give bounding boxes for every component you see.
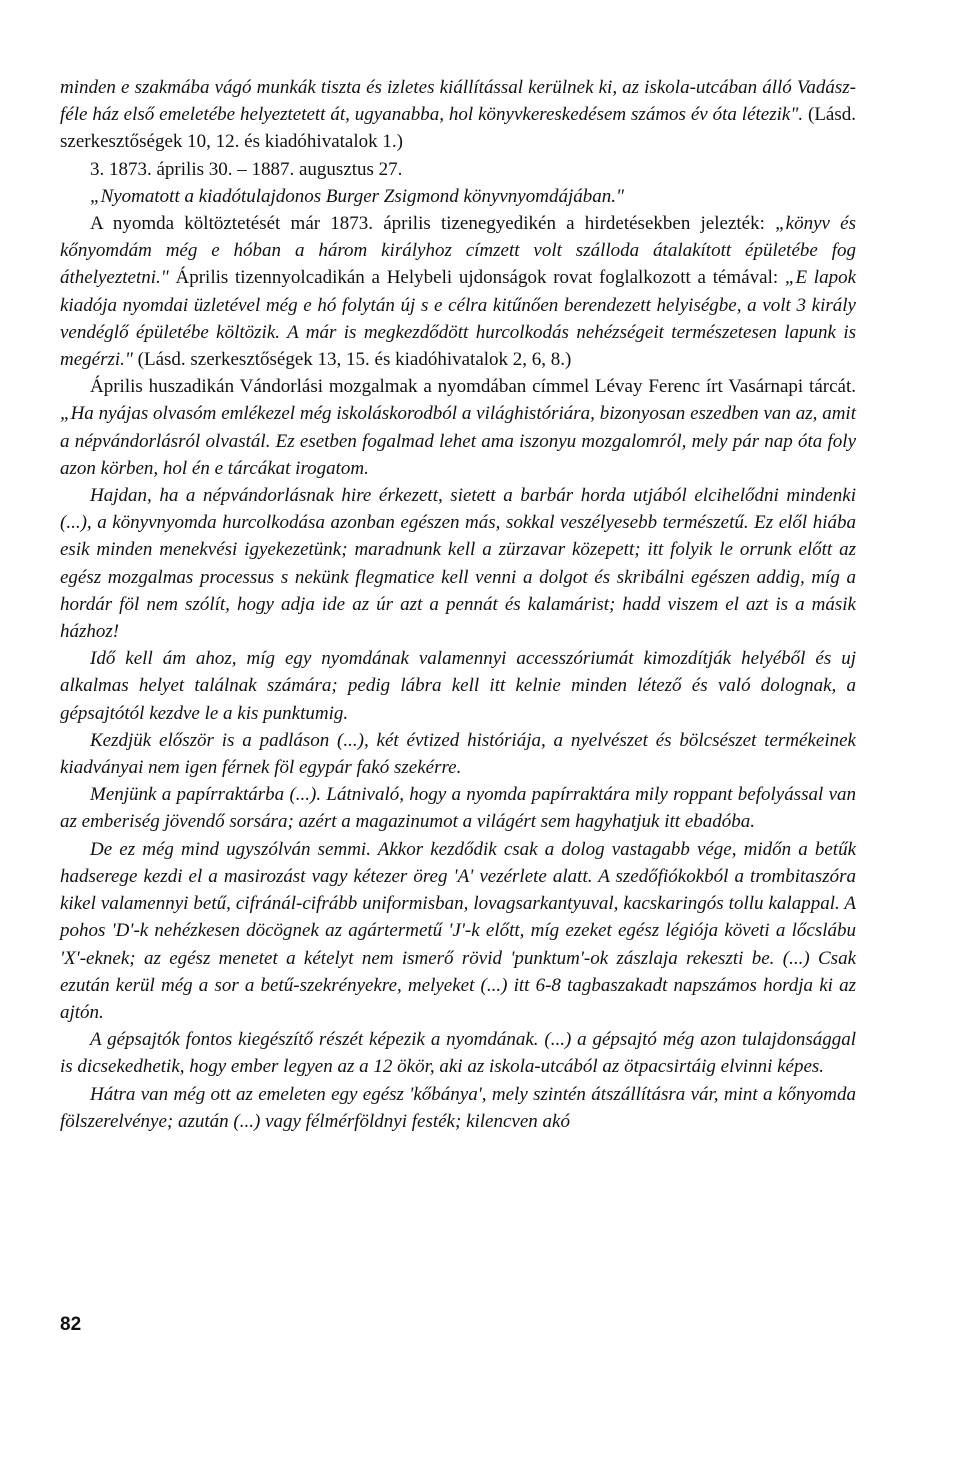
paragraph-9 bbox=[60, 1026, 856, 1080]
quote-text: „könyv és kőnyomdám még e hóban a három királyhoz címzett volt szálloda átalakított épületébe fog áthelyeztetni." bbox=[60, 213, 856, 289]
paragraph-2 bbox=[60, 210, 856, 373]
quote-text: A gépsajtók fontos kiegészítő részét képezik a nyomdának. (...) a gépsajtó még azon tulajdonsággal is dicsekedhetik, hogy ember legyen az a 12 ökör, aki az iskola-utcából az ötpacsirtáig elvinni képes. bbox=[60, 1029, 856, 1078]
section-heading bbox=[60, 156, 856, 183]
quote-text: Hátra van még ott az emeleten egy egész 'kőbánya', mely szintén átszállításra vár, mint a kőnyomda fölszerelvénye; azután (...) vagy félmérföldnyi festék; kilencven akó bbox=[60, 1083, 856, 1132]
quote-text: De ez még mind ugyszólván semmi. Akkor kezdődik csak a dolog vastagabb vége, midőn a betűk hadserege kezdi el a masirozást vagy kétezer öreg 'A' vezérlete alatt. A szedőfiókokból a trombitaszóra kikel valamennyi betű, cifránál-cifrább uniformisban, lovagsarkantyuval, kacskaringós tollu kalappal. A pohos 'D'-k nehézkesen döcögnek az agártermetű 'J'-k előtt, míg ezeket egész légiója követi a lőcslábu 'X'-eknek; az egész menetet a kételyt nem ismerő rövid 'punktum'-ok zászlaja rekeszti be. (...) Csak ezután kerül még a sor a betű-szekrényekre, melyeket (...) itt 6-8 tagbaszakadt napszámos hordja ki az ajtón. bbox=[60, 838, 856, 1023]
reference-text: (Lásd. szerkesztőségek 10, 12. és kiadóhivatalok 1.) bbox=[60, 104, 856, 153]
imprint-text: „Nyomatott a kiadótulajdonos Burger Zsigmond könyvnyomdájában." bbox=[90, 185, 624, 207]
quote-text: Hajdan, ha a népvándorlásnak hire érkezett, sietett a barbár horda utjából elcihelődni mindenki (...), a könyvnyomda hurcolkodása azonban egészen más, sokkal veszélyesebb természetű. Ez elől hiába esik minden menekvési igyekezetünk; maradnunk kell a zürzavar közepett; itt folyik le orrunk előtt az egész mozgalmas processus s nekünk flegmatice kell venni a dolgot és skribálni egészen addig, míg a hordár föl nem szólít, hogy adja ide az úr azt a pennát és kalamárist; hadd viszem el azt is a másik házhoz! bbox=[60, 485, 856, 643]
paragraph-7 bbox=[60, 781, 856, 835]
body-text: Április huszadikán Vándorlási mozgalmak a nyomdában címmel Lévay Ferenc írt Vasárnapi tárcát. bbox=[90, 376, 856, 398]
body-text: Április tizennyolcadikán a Helybeli ujdonságok rovat foglalkozott a témával: bbox=[168, 267, 785, 289]
paragraph-3 bbox=[60, 373, 856, 482]
paragraph-6 bbox=[60, 727, 856, 781]
paragraph-5 bbox=[60, 645, 856, 727]
quote-text: Idő kell ám ahoz, míg egy nyomdának valamennyi accesszóriumát kimozdítják helyéből és uj alkalmas helyet találnak számára; pedig lábra kell itt kelnie minden létező és való dolognak, a gépsajtótól kezdve le a kis punktumig. bbox=[60, 648, 856, 724]
paragraph-1 bbox=[60, 74, 856, 156]
imprint-line bbox=[60, 183, 856, 210]
section-date: 3. 1873. április 30. – 1887. augusztus 27. bbox=[90, 158, 403, 180]
paragraph-4 bbox=[60, 482, 856, 645]
paragraph-10 bbox=[60, 1081, 856, 1135]
paragraph-8 bbox=[60, 836, 856, 1026]
page-number: 82 bbox=[60, 1314, 82, 1335]
quote-text: „E lapok kiadója nyomdai üzletével még e hó folytán új s e célra kitűnően berendezett helyiségbe, a volt 3 király vendéglő épületébe költözik. A már is megkezdődött hurcolkodás nehézségeit természetesen lapunk is megérzi." bbox=[60, 267, 856, 371]
reference-text: (Lásd. szerkesztőségek 13, 15. és kiadóhivatalok 2, 6, 8.) bbox=[132, 349, 572, 371]
quote-text: Kezdjük először is a padláson (...), két évtized históriája, a nyelvészet és bölcsészet termékeinek kiadványai nem igen férnek föl egypár fakó szekérre. bbox=[60, 729, 856, 779]
quote-text: „Ha nyájas olvasóm emlékezel még iskoláskorodból a világhistóriára, bizonyosan eszedben van az, amit a népvándorlásról olvastál. Ez esetben fogalmad lehet ama iszonyu mozgalomról, mely pár nap óta foly azon körben, hol én e tárcákat irogatom. bbox=[60, 403, 856, 479]
document-body bbox=[60, 74, 856, 1135]
quote-text: Menjünk a papírraktárba (...). Látnivaló, hogy a nyomda papírraktára mily roppant befolyással van az emberiség jövendő sorsára; azért a magazinumot a világért sem hagyhatjuk itt ebadóba. bbox=[60, 784, 856, 833]
body-text: A nyomda költöztetését már 1873. április tizenegyedikén a hirdetésekben jelezték: bbox=[90, 213, 776, 235]
quote-text: minden e szakmába vágó munkák tiszta és izletes kiállítással kerülnek ki, az iskola-utcában álló Vadász-féle ház első emeletébe helyeztetett át, ugyanabba, hol könyvkereskedésem számos év óta létezik". bbox=[60, 77, 856, 126]
